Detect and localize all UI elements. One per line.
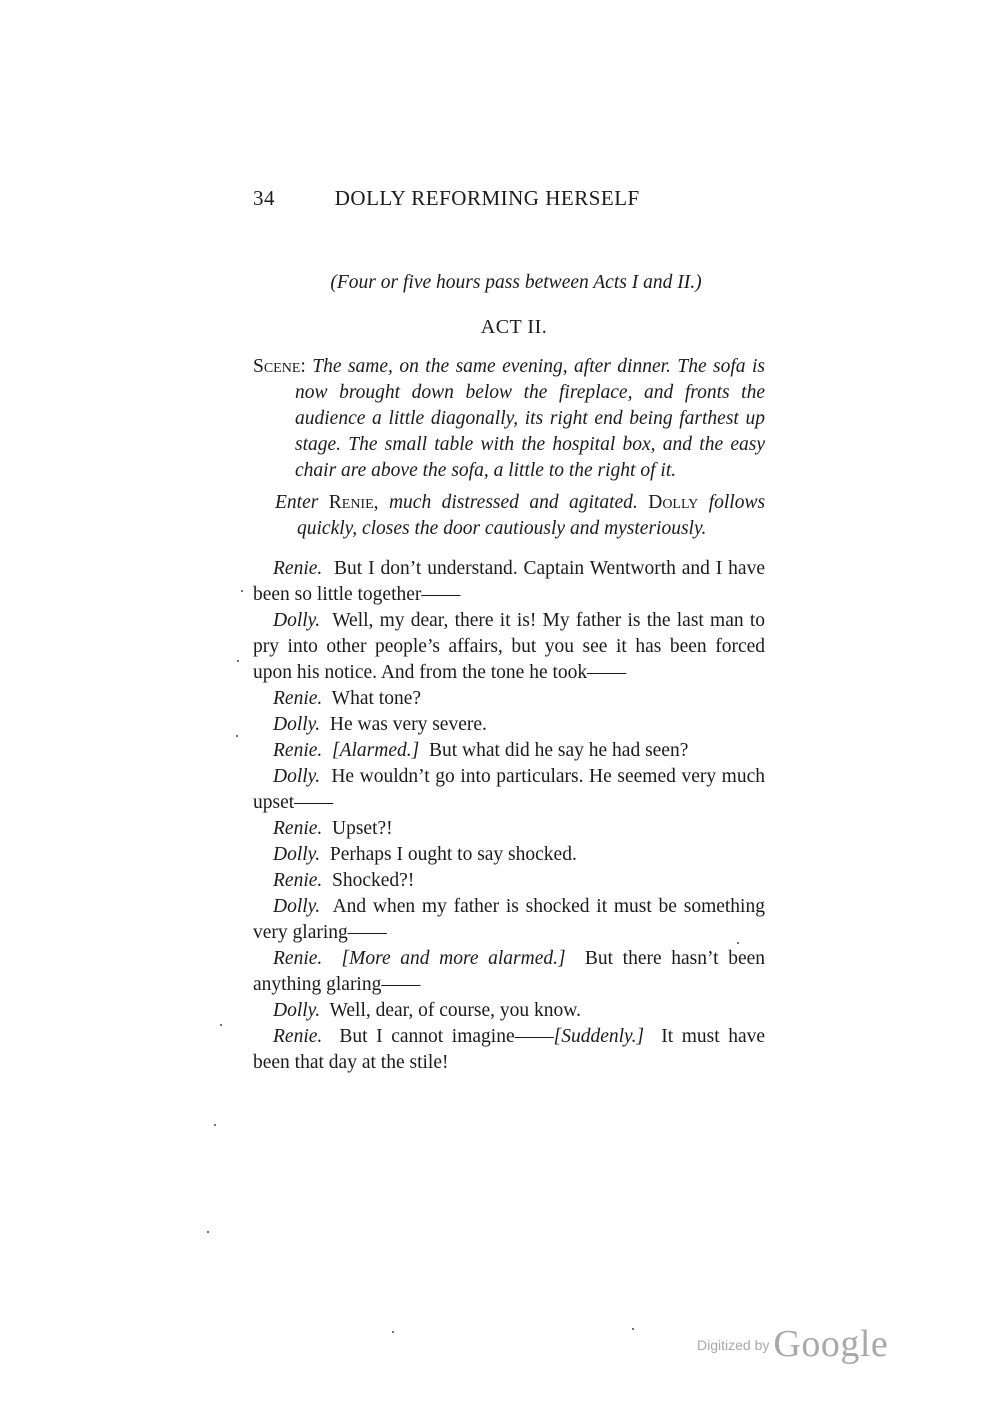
speech-text: Upset?!: [332, 818, 393, 839]
speaker-name: Dolly.: [273, 766, 321, 787]
scene-direction: [253, 354, 765, 484]
speech-text: And when my father is shocked it must be something very glaring——: [253, 896, 765, 943]
digitized-watermark: [697, 1322, 917, 1366]
speech-line: [253, 998, 765, 1024]
speech-line: [253, 868, 765, 894]
stage-direction: [More and more alarmed.]: [341, 948, 566, 969]
speech-line: [253, 816, 765, 842]
speaker-name: Dolly.: [273, 1000, 321, 1021]
speech-text: Well, my dear, there it is! My father is the last man to pry into other people’s affairs, but you see it has been forced upon his notice. And from the tone he took——: [253, 610, 765, 683]
entrance-first-name: Renie,: [328, 492, 379, 513]
speech-text: Shocked?!: [332, 870, 415, 891]
stage-direction: [Suddenly.]: [553, 1026, 645, 1047]
speech-text-continued: It must have been that day at the stile!: [253, 1026, 766, 1073]
speech-line: [253, 764, 765, 816]
entrance-second-name: Dolly: [648, 492, 699, 513]
running-head: [253, 186, 773, 211]
page-number: 34: [253, 186, 275, 210]
stage-direction: [Alarmed.]: [332, 740, 420, 761]
entrance-enter-word: Enter: [275, 492, 319, 513]
page-body: [253, 270, 765, 1076]
speech-line: [253, 842, 765, 868]
speech-text: But what did he say he had seen?: [428, 740, 689, 761]
scan-speck: [737, 942, 739, 944]
speech-text: But I cannot imagine——: [339, 1026, 554, 1047]
scene-text: The same, on the same evening, after dinner. The sofa is now brought down below the fireplace, and fronts the audience a little diagonally, its right end being farthest up stage. The small table with the hospital box, and the easy chair are above the sofa, a little to the right of it.: [295, 356, 766, 481]
speech-line: [253, 946, 765, 998]
speech-text: But there hasn’t been anything glaring——: [253, 948, 766, 995]
watermark-prefix: Digitized by: [697, 1337, 770, 1353]
scan-speck: [237, 660, 239, 662]
entrance-direction: [253, 490, 765, 542]
speaker-name: Renie.: [273, 948, 323, 969]
speech-line: [253, 608, 765, 686]
entrance-first-text: much distressed and agitated.: [388, 492, 638, 513]
speaker-name: Dolly.: [273, 844, 321, 865]
scene-label: Scene:: [253, 356, 306, 377]
speaker-name: Dolly.: [273, 896, 321, 917]
speaker-name: Dolly.: [273, 610, 321, 631]
act-heading: ACT II.: [480, 316, 548, 338]
speaker-name: Renie.: [273, 688, 323, 709]
speech-text: Perhaps I ought to say shocked.: [329, 844, 577, 865]
speaker-name: Renie.: [273, 558, 323, 579]
scan-speck: [392, 1331, 394, 1333]
speech-text: He was very severe.: [329, 714, 487, 735]
speaker-name: Renie.: [273, 1026, 323, 1047]
speaker-name: Renie.: [273, 870, 323, 891]
speech-line: [253, 1024, 765, 1076]
running-title: DOLLY REFORMING HERSELF: [334, 186, 640, 210]
speech-line: [253, 738, 765, 764]
scan-speck: [207, 1231, 209, 1233]
scan-speck: [214, 1124, 216, 1126]
speech-text: Well, dear, of course, you know.: [329, 1000, 581, 1021]
speaker-name: Dolly.: [273, 714, 321, 735]
scan-speck: [241, 590, 243, 592]
scan-speck: [632, 1328, 634, 1330]
speech-text: What tone?: [331, 688, 422, 709]
entrance-second-text: follows quickly, closes the door cautiously and mysteriously.: [297, 492, 766, 539]
speech-line: [253, 894, 765, 946]
scan-speck: [236, 735, 238, 737]
speech-text: But I don’t understand. Captain Wentworth and I have been so little together——: [253, 558, 765, 605]
speech-line: [253, 556, 765, 608]
interval-note: (Four or five hours pass between Acts I and II.): [330, 272, 702, 293]
speech-text: He wouldn’t go into particulars. He seemed very much upset——: [253, 766, 766, 813]
scan-speck: [220, 1024, 222, 1026]
speaker-name: Renie.: [273, 818, 323, 839]
google-logo: Google: [773, 1323, 889, 1365]
speaker-name: Renie.: [273, 740, 323, 761]
speech-line: [253, 712, 765, 738]
speech-line: [253, 686, 765, 712]
